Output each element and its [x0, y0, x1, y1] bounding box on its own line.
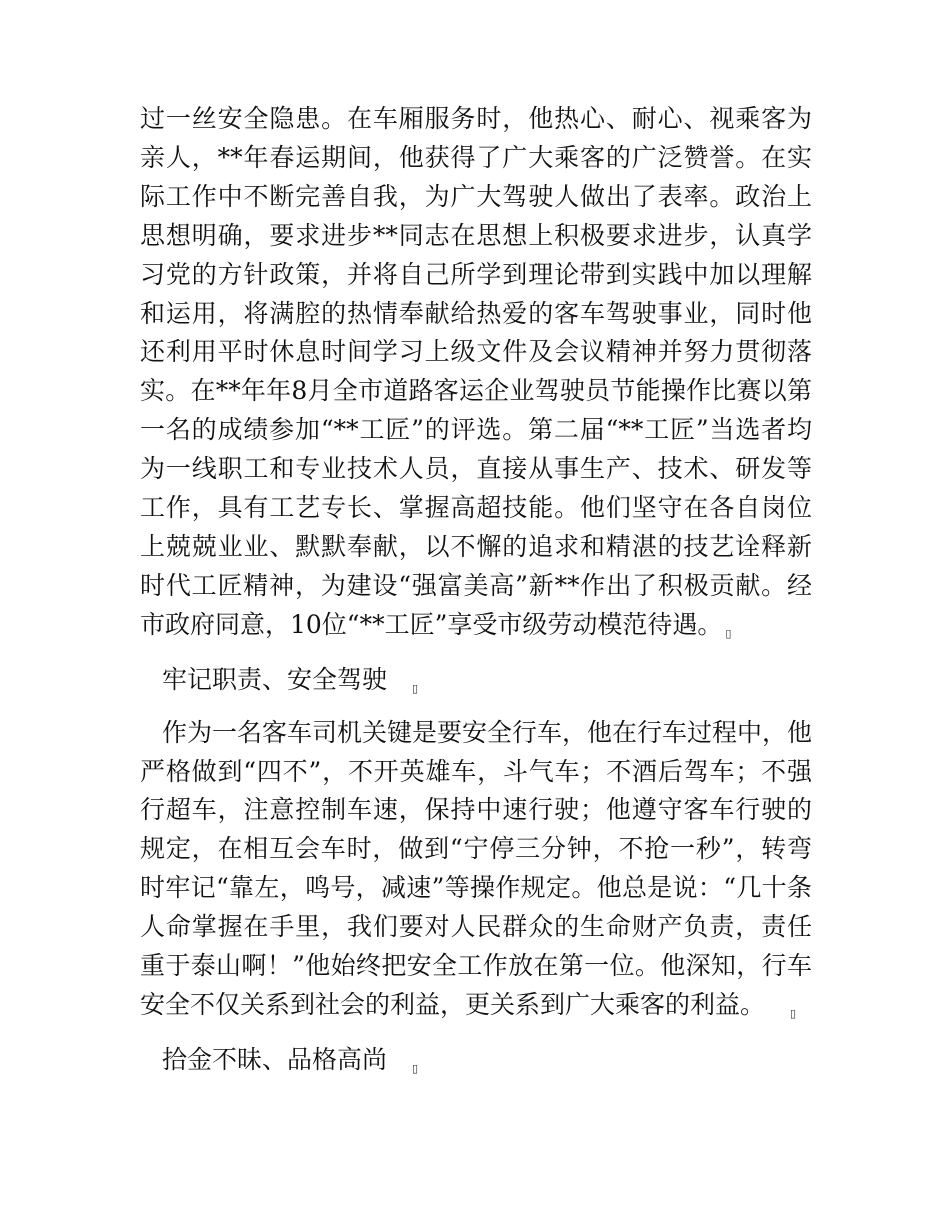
heading-text: 拾金不昧、品格高尚 — [162, 1044, 388, 1074]
paragraph-mark-icon: ▯ — [725, 626, 732, 640]
paragraph-mark-icon: ▯ — [412, 1061, 419, 1075]
paragraph-text: 过一丝安全隐患。在车厢服务时，他热心、耐心、视乘客为亲人，**年春运期间，他获得了广大乘客的广泛赞誉。在实际工作中不断完善自我，为广大驾驶人做出了表率。政治上思想明确，要求进步**同志在思想上积极要求进步，认真学习党的方针政策，并将自己所学到理论带到实践中加以理解和运用，将满腔的热情奉献给热爱的客车驾驶事业，同时他还利用平时休息时间学习上级文件及会议精神并努力贯彻落实。在**年年8月全市道路客运企业驾驶员节能操作比赛以第一名的成绩参加“**工匠”的评选。第二届“**工匠”当选者均为一线职工和专业技术人员，直接从事生产、技术、研发等工作，具有工艺专长、掌握高超技能。他们坚守在各自岗位上兢兢业业、默默奉献，以不懈的追求和精湛的技艺诠释新时代工匠精神，为建设“强富美高”新**作出了积极贡献。经市政府同意，10位“**工匠”享受市级劳动模范待遇。 — [140, 104, 812, 639]
section-heading-honesty — [140, 1041, 812, 1080]
paragraph-text: 作为一名客车司机关键是要安全行车，他在行车过程中，他严格做到“四不”，不开英雄车，斗气车；不酒后驾车；不强行超车，注意控制车速，保持中速行驶；他遵守客车行驶的规定，在相互会车时，做到“宁停三分钟，不抢一秒”，转弯时牢记“靠左，鸣号，减速”等操作规定。他总是说：“几十条人命掌握在手里，我们要对人民群众的生命财产负责，责任重于泰山啊！”他始终把安全工作放在第一位。他深知，行车安全不仅关系到社会的利益，更关系到广大乘客的利益。 — [140, 717, 813, 1019]
heading-text: 牢记职责、安全驾驶 — [162, 664, 388, 694]
body-paragraph-1 — [140, 100, 812, 645]
document-body — [140, 100, 812, 1080]
body-paragraph-2 — [140, 714, 812, 1025]
section-heading-safe-driving — [140, 661, 812, 700]
paragraph-mark-icon: ▯ — [412, 681, 419, 695]
paragraph-mark-icon: ▯ — [790, 1006, 797, 1020]
